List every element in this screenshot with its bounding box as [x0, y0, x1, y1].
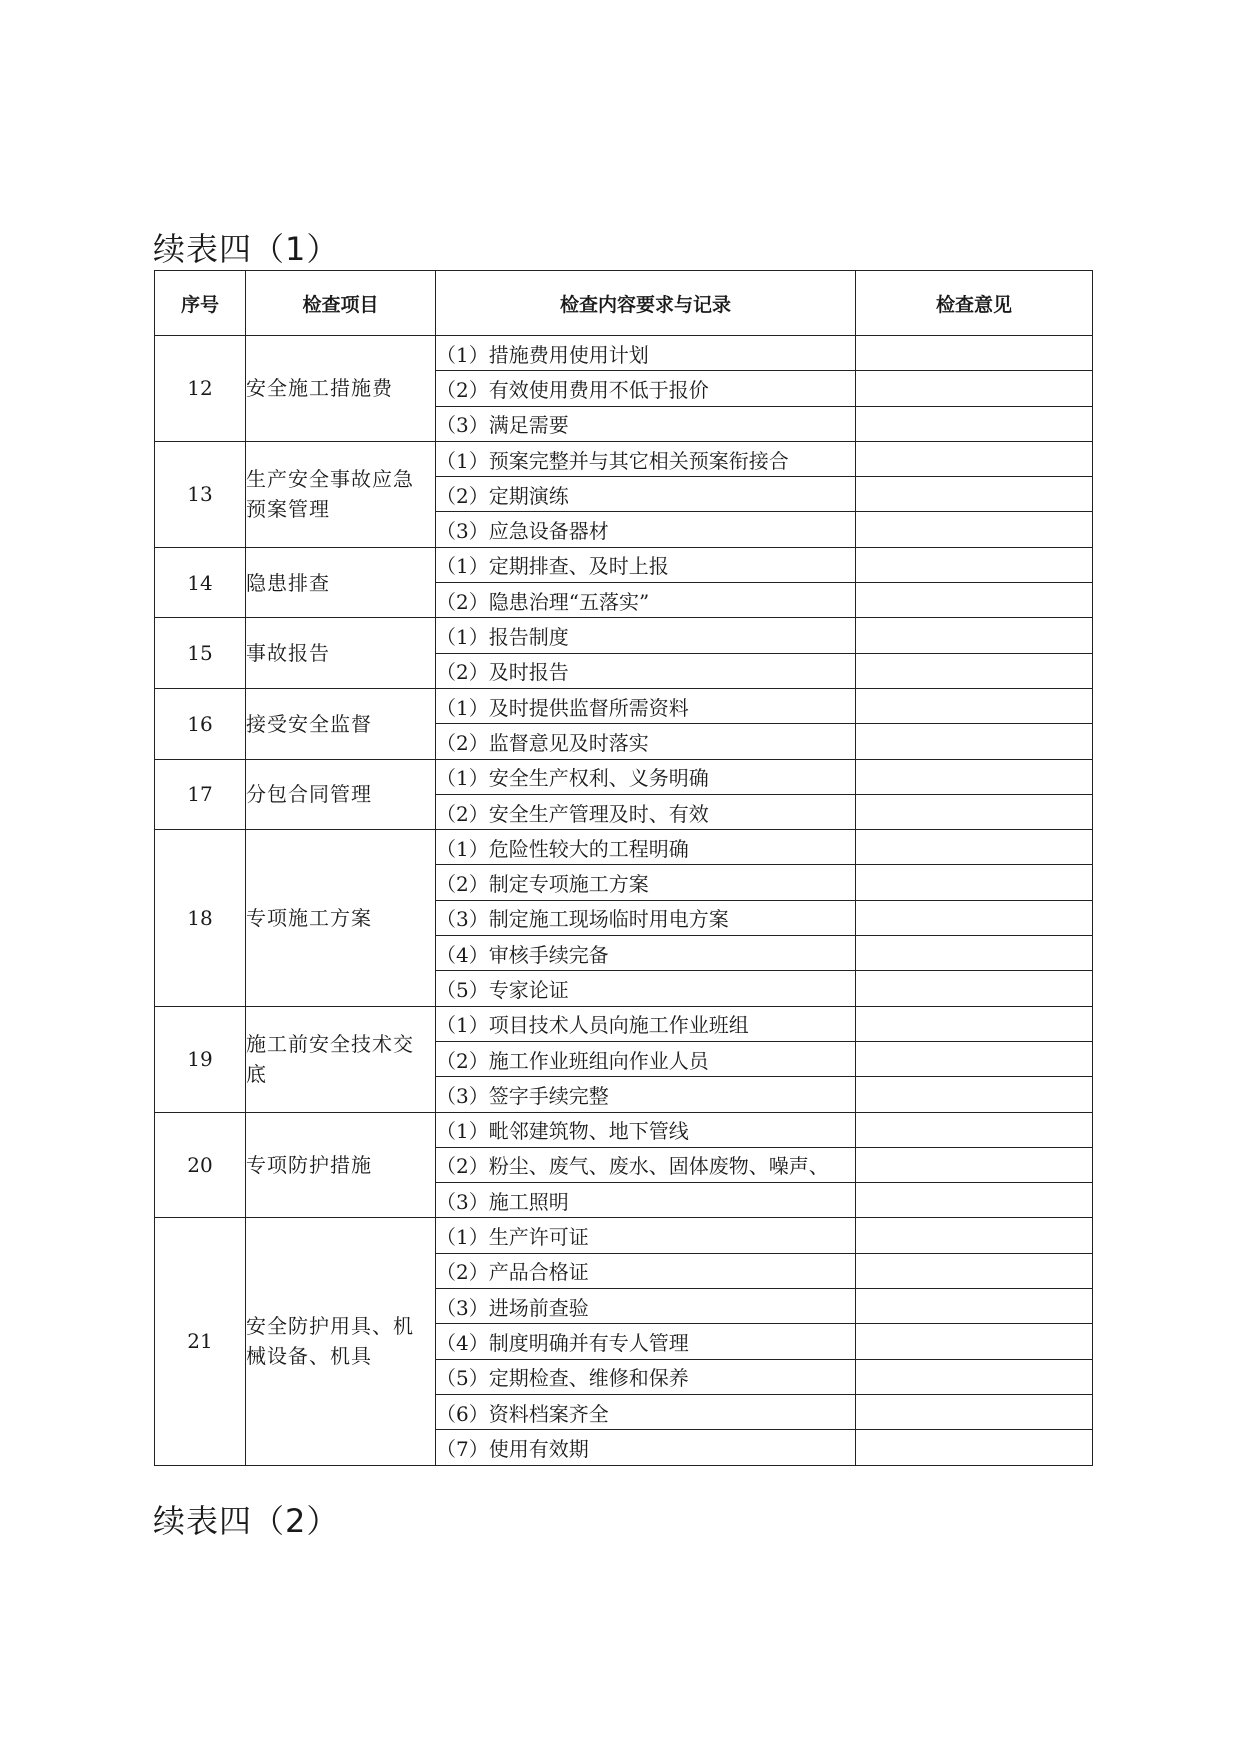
row-item-label: 安全施工措施费	[246, 376, 393, 401]
row-opinion-cell[interactable]	[856, 371, 1093, 406]
row-content: （1）生产许可证	[436, 1218, 856, 1253]
row-item-label: 安全防护用具、机械设备、机具	[246, 1314, 414, 1369]
row-opinion-cell[interactable]	[856, 1394, 1093, 1429]
row-opinion-cell[interactable]	[856, 688, 1093, 723]
table-row	[155, 830, 1093, 865]
table-row	[155, 1218, 1093, 1253]
row-opinion-cell[interactable]	[856, 865, 1093, 900]
table-row	[155, 547, 1093, 582]
row-opinion-cell[interactable]	[856, 900, 1093, 935]
row-content: （1）预案完整并与其它相关预案衔接合	[436, 441, 856, 476]
table-row	[155, 336, 1093, 371]
row-opinion-cell[interactable]	[856, 1218, 1093, 1253]
row-content: （5）定期检查、维修和保养	[436, 1359, 856, 1394]
row-item	[246, 547, 436, 618]
row-item-label: 施工前安全技术交底	[246, 1032, 414, 1087]
row-opinion-cell[interactable]	[856, 1006, 1093, 1041]
row-opinion-cell[interactable]	[856, 441, 1093, 476]
row-content: （1）定期排查、及时上报	[436, 547, 856, 582]
table-row	[155, 1006, 1093, 1041]
inspection-table	[154, 270, 1093, 1466]
table-row	[155, 688, 1093, 723]
header-content: 检查内容要求与记录	[436, 271, 856, 336]
row-opinion-cell[interactable]	[856, 547, 1093, 582]
row-seq: 21	[155, 1218, 246, 1465]
header-opinion: 检查意见	[856, 271, 1093, 336]
row-item-label: 隐患排查	[246, 570, 330, 595]
row-opinion-cell[interactable]	[856, 1041, 1093, 1076]
row-item	[246, 688, 436, 759]
row-opinion-cell[interactable]	[856, 477, 1093, 512]
row-opinion-cell[interactable]	[856, 971, 1093, 1006]
row-opinion-cell[interactable]	[856, 830, 1093, 865]
row-opinion-cell[interactable]	[856, 1147, 1093, 1182]
row-content: （1）及时提供监督所需资料	[436, 688, 856, 723]
row-opinion-cell[interactable]	[856, 1077, 1093, 1112]
row-item	[246, 830, 436, 1006]
row-seq: 14	[155, 547, 246, 618]
table-body	[155, 336, 1093, 1466]
row-opinion-cell[interactable]	[856, 1324, 1093, 1359]
row-opinion-cell[interactable]	[856, 1430, 1093, 1465]
row-content: （1）项目技术人员向施工作业班组	[436, 1006, 856, 1041]
row-opinion-cell[interactable]	[856, 336, 1093, 371]
row-content: （2）产品合格证	[436, 1253, 856, 1288]
row-content: （2）安全生产管理及时、有效	[436, 794, 856, 829]
row-content: （1）毗邻建筑物、地下管线	[436, 1112, 856, 1147]
row-opinion-cell[interactable]	[856, 1183, 1093, 1218]
row-content: （6）资料档案齐全	[436, 1394, 856, 1429]
row-content: （2）隐患治理“五落实”	[436, 583, 856, 618]
row-content: （7）使用有效期	[436, 1430, 856, 1465]
row-content: （1）安全生产权利、义务明确	[436, 759, 856, 794]
header-seq: 序号	[155, 271, 246, 336]
row-item	[246, 759, 436, 830]
row-content: （3）制定施工现场临时用电方案	[436, 900, 856, 935]
row-content: （2）定期演练	[436, 477, 856, 512]
row-content: （1）措施费用使用计划	[436, 336, 856, 371]
row-item-label: 分包合同管理	[246, 782, 372, 807]
row-opinion-cell[interactable]	[856, 512, 1093, 547]
row-opinion-cell[interactable]	[856, 583, 1093, 618]
row-opinion-cell[interactable]	[856, 1359, 1093, 1394]
row-content: （3）满足需要	[436, 406, 856, 441]
row-opinion-cell[interactable]	[856, 1289, 1093, 1324]
row-seq: 17	[155, 759, 246, 830]
table-row	[155, 1112, 1093, 1147]
table-heading-2: 续表四（2）	[153, 1502, 340, 1540]
row-content: （2）有效使用费用不低于报价	[436, 371, 856, 406]
row-opinion-cell[interactable]	[856, 794, 1093, 829]
row-item-label: 事故报告	[246, 641, 330, 666]
row-item-label: 生产安全事故应急预案管理	[246, 467, 414, 522]
row-content: （3）应急设备器材	[436, 512, 856, 547]
row-seq: 16	[155, 688, 246, 759]
row-opinion-cell[interactable]	[856, 618, 1093, 653]
row-seq: 15	[155, 618, 246, 689]
row-item	[246, 336, 436, 442]
header-row	[155, 271, 1093, 336]
row-item-label: 接受安全监督	[246, 711, 372, 736]
row-seq: 13	[155, 441, 246, 547]
row-content: （5）专家论证	[436, 971, 856, 1006]
row-opinion-cell[interactable]	[856, 406, 1093, 441]
table-row	[155, 441, 1093, 476]
row-seq: 19	[155, 1006, 246, 1112]
row-seq: 12	[155, 336, 246, 442]
row-content: （2）及时报告	[436, 653, 856, 688]
row-content: （3）进场前查验	[436, 1289, 856, 1324]
row-opinion-cell[interactable]	[856, 1112, 1093, 1147]
row-opinion-cell[interactable]	[856, 653, 1093, 688]
row-content: （4）制度明确并有专人管理	[436, 1324, 856, 1359]
row-content: （2）粉尘、废气、废水、固体废物、噪声、	[436, 1147, 856, 1182]
row-item	[246, 1112, 436, 1218]
row-seq: 20	[155, 1112, 246, 1218]
row-content: （2）制定专项施工方案	[436, 865, 856, 900]
row-content: （3）签字手续完整	[436, 1077, 856, 1112]
row-seq: 18	[155, 830, 246, 1006]
row-content: （2）施工作业班组向作业人员	[436, 1041, 856, 1076]
row-item	[246, 441, 436, 547]
row-item-label: 专项防护措施	[246, 1152, 372, 1177]
row-opinion-cell[interactable]	[856, 1253, 1093, 1288]
row-content: （4）审核手续完备	[436, 936, 856, 971]
table-heading-1: 续表四（1）	[153, 230, 340, 268]
row-content: （3）施工照明	[436, 1183, 856, 1218]
row-item	[246, 1218, 436, 1465]
row-content: （1）危险性较大的工程明确	[436, 830, 856, 865]
row-item	[246, 618, 436, 689]
row-content: （2）监督意见及时落实	[436, 724, 856, 759]
row-opinion-cell[interactable]	[856, 759, 1093, 794]
row-content: （1）报告制度	[436, 618, 856, 653]
row-opinion-cell[interactable]	[856, 936, 1093, 971]
table-row	[155, 618, 1093, 653]
row-item	[246, 1006, 436, 1112]
header-item: 检查项目	[246, 271, 436, 336]
row-item-label: 专项施工方案	[246, 905, 372, 930]
table-row	[155, 759, 1093, 794]
row-opinion-cell[interactable]	[856, 724, 1093, 759]
